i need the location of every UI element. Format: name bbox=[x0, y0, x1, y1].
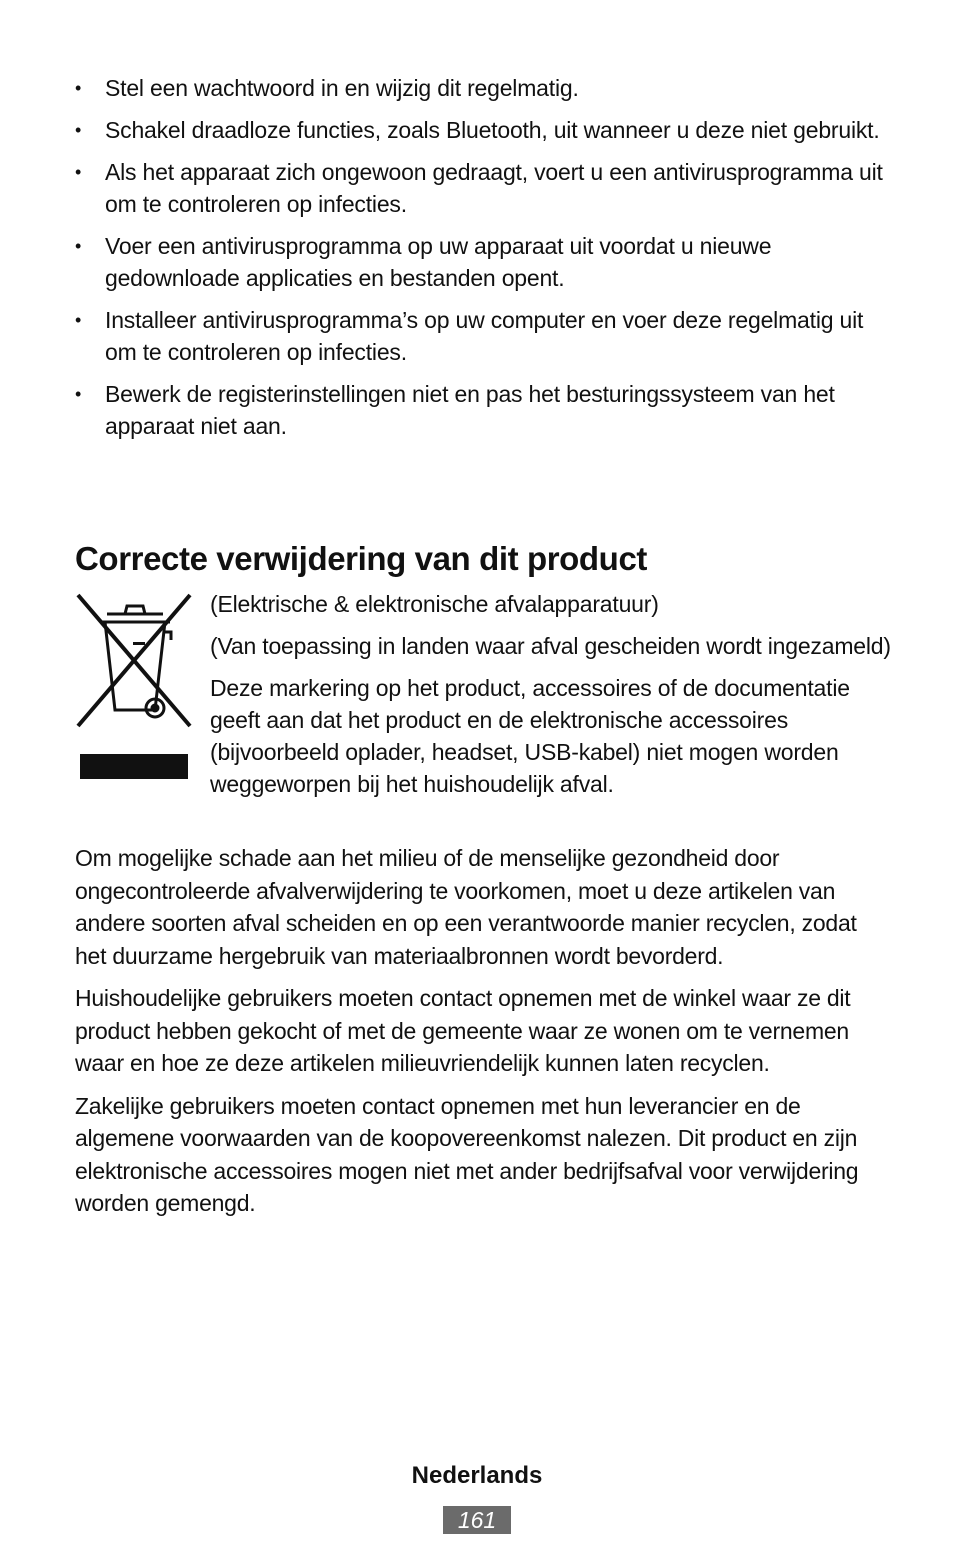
list-item-text: Bewerk de registerinstellingen niet en pas het besturingssysteem van het apparaat niet aan. bbox=[105, 381, 835, 439]
list-item-text: Stel een wachtwoord in en wijzig dit regelmatig. bbox=[105, 75, 579, 101]
page-number: 161 bbox=[443, 1506, 511, 1534]
section-title: Correcte verwijdering van dit product bbox=[75, 540, 647, 577]
weee-crossed-out-bin-icon bbox=[75, 592, 193, 787]
list-item bbox=[75, 304, 885, 368]
body-paragraph: Zakelijke gebruikers moeten contact opnemen met hun leverancier en de algemene voorwaarden van de koopovereenkomst nalezen. Dit product en zijn elektronische accessoires mogen niet met ander bedrijfsafval voor verwijdering worden gemengd. bbox=[75, 1092, 859, 1216]
list-item bbox=[75, 114, 885, 146]
weee-paragraph: Deze markering op het product, accessoires of de documentatie geeft aan dat het product en de elektronische accessoires (bijvoorbeeld oplader, headset, USB-kabel) niet mogen worden weggeworpen bij het huishoudelijk afval. bbox=[210, 675, 850, 797]
list-item-text: Installeer antivirusprogramma’s op uw computer en voer deze regelmatig uit om te controleren op infecties. bbox=[105, 307, 864, 365]
list-item bbox=[75, 156, 885, 220]
bullet-icon: • bbox=[75, 78, 82, 98]
list-item bbox=[75, 230, 885, 294]
bullet-icon: • bbox=[75, 162, 82, 182]
list-item bbox=[75, 72, 885, 104]
disposal-body-text bbox=[75, 842, 885, 1230]
weee-paragraph: (Elektrische & elektronische afvalapparatuur) bbox=[210, 591, 659, 617]
body-paragraph: Huishoudelijke gebruikers moeten contact opnemen met de winkel waar ze dit product hebben gekocht of met de gemeente waar ze wonen om te vernemen waar en hoe ze deze artikelen milieuvriendelijk kunnen laten recyclen. bbox=[75, 985, 851, 1076]
list-item bbox=[75, 378, 885, 442]
bullet-icon: • bbox=[75, 120, 82, 140]
list-item-text: Als het apparaat zich ongewoon gedraagt, voert u een antivirusprogramma uit om te controleren op infecties. bbox=[105, 159, 883, 217]
body-paragraph: Om mogelijke schade aan het milieu of de menselijke gezondheid door ongecontroleerde afvalverwijdering te voorkomen, moet u deze artikelen van andere soorten afval scheiden en op een verantwoorde manier recyclen, zodat het duurzame hergebruik van materiaalbronnen wordt bevorderd. bbox=[75, 845, 857, 969]
weee-paragraph: (Van toepassing in landen waar afval gescheiden wordt ingezameld) bbox=[210, 633, 891, 659]
weee-description bbox=[210, 588, 900, 810]
list-item-text: Voer een antivirusprogramma op uw apparaat uit voordat u nieuwe gedownloade applicaties en bestanden opent. bbox=[105, 233, 772, 291]
list-item-text: Schakel draadloze functies, zoals Bluetooth, uit wanneer u deze niet gebruikt. bbox=[105, 117, 880, 143]
bullet-icon: • bbox=[75, 310, 82, 330]
security-tips-list bbox=[75, 72, 885, 452]
bullet-icon: • bbox=[75, 384, 82, 404]
bullet-icon: • bbox=[75, 236, 82, 256]
footer-language: Nederlands bbox=[411, 1462, 543, 1489]
